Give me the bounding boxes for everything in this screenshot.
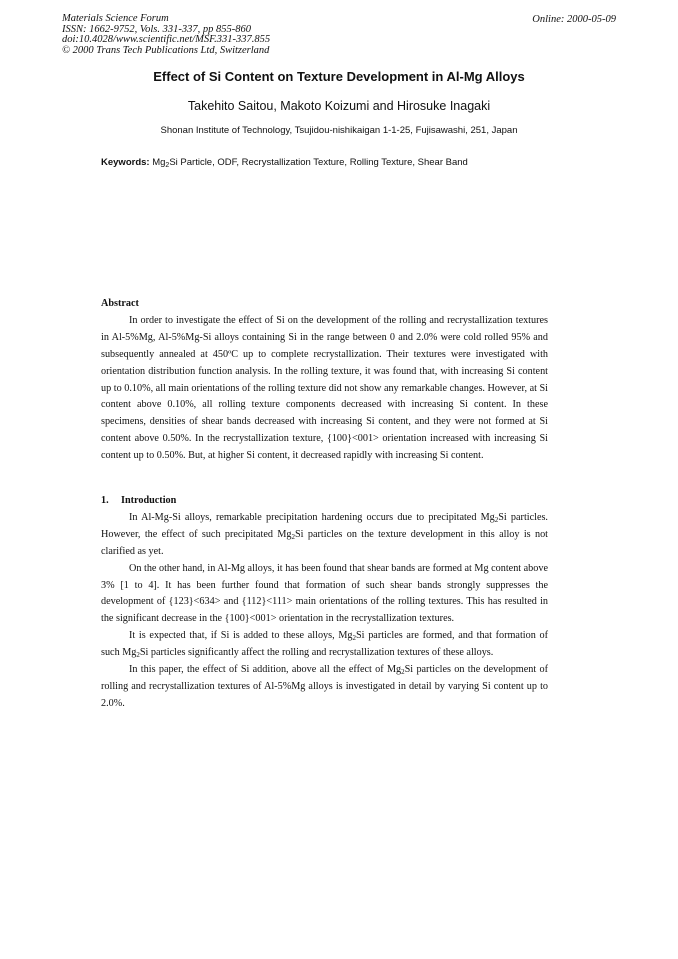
keywords-label: Keywords: — [101, 157, 150, 168]
issn-line: ISSN: 1662-9752, Vols. 331-337, pp 855-860 — [62, 23, 251, 35]
intro-paragraph-2: On the other hand, in Al-Mg alloys, it has been found that shear bands are formed at Mg content above 3% [1 to 4]. It has been further found that formation of such shear bands strongly suppresses the development of {123}<634> and {112}<111> main orientations of the rolling textures. This has resulted in the significant decrease in the {100}<001> orientation in the recrystallization textures. — [101, 562, 548, 625]
intro-p1-c: Si particles on the texture development in this alloy is not clarified as yet. — [101, 528, 548, 557]
abstract-heading: Abstract — [101, 298, 139, 309]
intro-paragraph-3 — [101, 628, 548, 662]
intro-p3-sub1: 2 — [352, 634, 357, 643]
intro-p4-b: Si particles on the development of rolling and recrystallization textures of Al-5%Mg alloys is investigated in detail by varying Si content up to 2.0%. — [101, 664, 548, 709]
keywords-sub: 2 — [165, 162, 170, 169]
intro-p3-b: Si particles are formed, and that formation of such Mg — [101, 630, 548, 659]
intro-p3-sub2: 2 — [136, 651, 140, 660]
intro-p4-a: In this paper, the effect of Si addition, above all the effect of Mg — [129, 664, 402, 676]
keywords-line — [101, 157, 581, 168]
section-number: 1. — [101, 495, 109, 506]
intro-paragraph-1 — [101, 510, 548, 561]
paper-authors: Takehito Saitou, Makoto Koizumi and Hirosuke Inagaki — [187, 99, 491, 113]
intro-p1-sub1: 2 — [494, 515, 499, 524]
intro-p1-sub2: 2 — [291, 532, 295, 541]
keywords-mg: Mg — [152, 157, 166, 168]
publication-info — [62, 14, 270, 56]
intro-p1-a: In Al-Mg-Si alloys, remarkable precipitation hardening occurs due to precipitated Mg — [129, 511, 495, 523]
abstract-text: In order to investigate the effect of Si on the development of the rolling and recrystallization textures in Al-5%Mg, Al-5%Mg-Si alloys containing Si in the range between 0 and 2.0% were cold rolled 95% and subsequently annealed at 450ºC up to complete recrystallization. Their textures were investigated with orientation distribution function analysis. In the rolling texture, it was found that, with increasing Si content up to 0.10%, all main orientations of the rolling texture did not show any remarkable changes. However, at Si content above 0.10%, all rolling texture components decreased with increasing Si content. In these specimens, densities of shear bands decreased with increasing Si content, and they were not formed at Si content above 0.50%. In the recrystallization texture, {100}<001> orientation increased with increasing Si content up to 0.50%. But, at higher Si content, it decreased rapidly with increasing Si content. — [101, 314, 548, 462]
abstract-section — [101, 296, 548, 465]
online-date: Online: 2000-05-09 — [532, 14, 616, 25]
doi-line: doi:10.4028/www.scientific.net/MSF.331-337.855 — [62, 34, 271, 45]
introduction-heading — [101, 493, 548, 510]
section-title: Introduction — [121, 495, 177, 506]
introduction-section — [101, 493, 548, 713]
intro-p3-a: It is expected that, if Si is added to these alloys, Mg — [129, 630, 353, 642]
copyright-line: © 2000 Trans Tech Publications Ltd, Switzerland — [62, 44, 270, 56]
intro-p3-c: Si particles significantly affect the rolling and recrystallization textures of these alloys. — [139, 647, 494, 659]
keywords-rest: Si Particle, ODF, Recrystallization Texture, Rolling Texture, Shear Band — [169, 157, 468, 168]
intro-p4-sub1: 2 — [401, 668, 405, 677]
intro-p1-b: Si particles. However, the effect of such precipitated Mg — [101, 511, 548, 540]
paper-title: Effect of Si Content on Texture Development in Al-Mg Alloys — [153, 69, 525, 84]
journal-name: Materials Science Forum — [62, 13, 169, 24]
intro-paragraph-4 — [101, 662, 548, 713]
paper-affiliation: Shonan Institute of Technology, Tsujidou-nishikaigan 1-1-25, Fujisawashi, 251, Japan — [160, 125, 518, 136]
